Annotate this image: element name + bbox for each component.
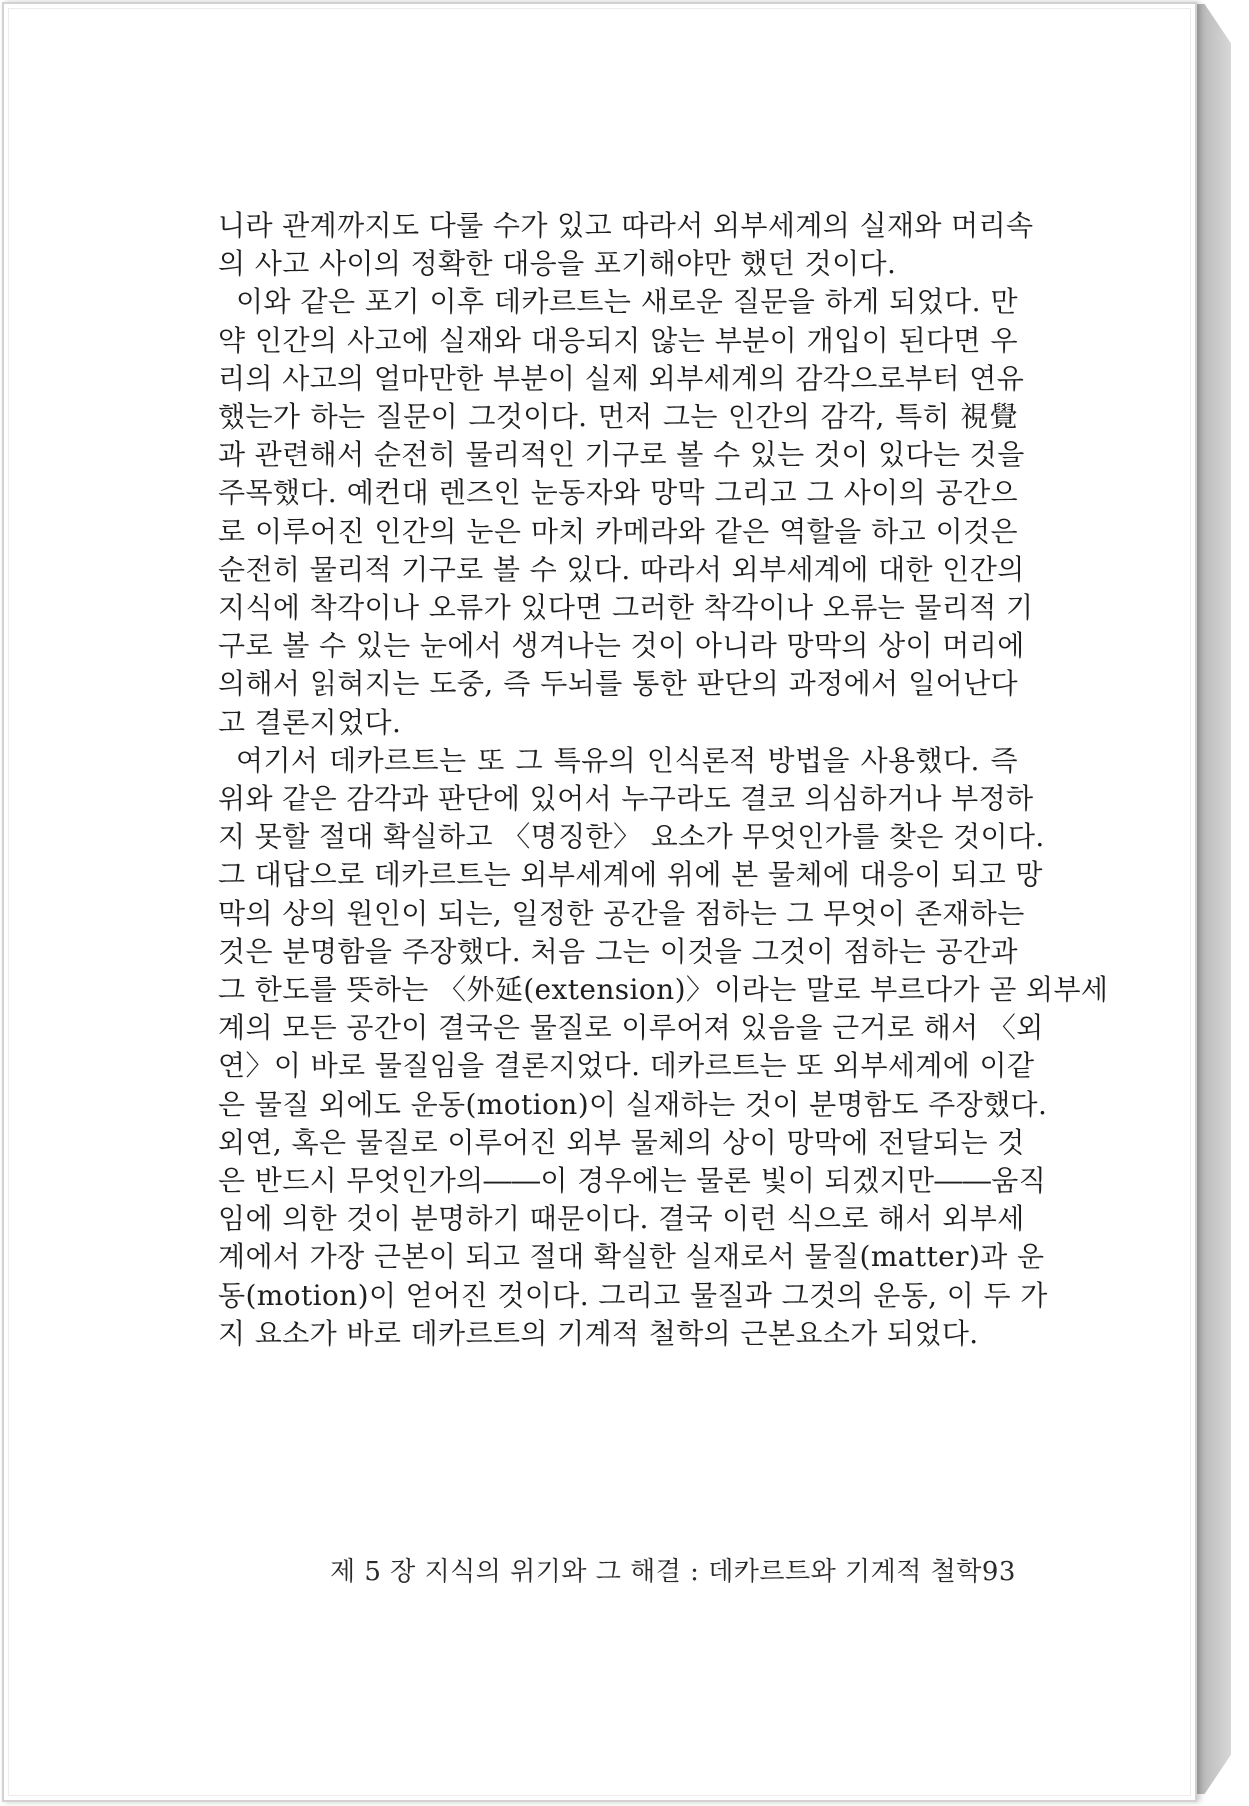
text-line: 그 한도를 뜻하는 〈外延(extension)〉이라는 말로 부르다가 곧 외부세: [218, 973, 1109, 1007]
running-head: 제 5 장 지식의 위기와 그 해결 : 데카르트와 기계적 철학: [330, 1557, 982, 1587]
text-line: 것은 분명함을 주장했다. 처음 그는 이것을 그것이 점하는 공간과: [218, 934, 1018, 968]
text-line: 연〉이 바로 물질임을 결론지었다. 데카르트는 또 외부세계에 이같: [218, 1049, 1035, 1083]
text-line: 고 결론지었다.: [218, 705, 402, 739]
text-line: 했는가 하는 질문이 그것이다. 먼저 그는 인간의 감각, 특히 視覺: [218, 400, 1018, 434]
text-line: 위와 같은 감각과 판단에 있어서 누구라도 결코 의심하거나 부정하: [218, 782, 1034, 816]
text-line: 로 이루어진 인간의 눈은 마치 카메라와 같은 역할을 하고 이것은: [218, 514, 1018, 548]
page-number: 93: [981, 1557, 1016, 1587]
text-line: 의 사고 사이의 정확한 대응을 포기해야만 했던 것이다.: [218, 247, 897, 281]
text-line: 그 대답으로 데카르트는 외부세계에 위에 본 물체에 대응이 되고 망: [218, 858, 1043, 892]
body-text: [218, 207, 1109, 1353]
text-line: 니라 관계까지도 다룰 수가 있고 따라서 외부세계의 실재와 머리속: [218, 209, 1034, 242]
text-line: 주목했다. 예컨대 렌즈인 눈동자와 망막 그리고 그 사이의 공간으: [218, 476, 1018, 510]
text-line: 계의 모든 공간이 결국은 물질로 이루어져 있음을 근거로 해서 〈외: [218, 1011, 1044, 1045]
paragraph-2: [218, 283, 1034, 741]
text-line: 이와 같은 포기 이후 데카르트는 새로운 질문을 하게 되었다. 만: [236, 285, 1018, 319]
text-line: 구로 볼 수 있는 눈에서 생겨나는 것이 아니라 망막의 상이 머리에: [218, 629, 1025, 663]
text-line: 동(motion)이 얻어진 것이다. 그리고 물질과 그것의 운동, 이 두 가: [218, 1278, 1048, 1312]
text-line: 의해서 읽혀지는 도중, 즉 두뇌를 통한 판단의 과정에서 일어난다: [218, 667, 1018, 701]
text-line: 약 인간의 사고에 실재와 대응되지 않는 부분이 개입이 된다면 우: [218, 323, 1018, 357]
page-footer: [330, 1551, 1016, 1588]
text-line: 여기서 데카르트는 또 그 특유의 인식론적 방법을 사용했다. 즉: [236, 743, 1018, 777]
text-line: 은 물질 외에도 운동(motion)이 실재하는 것이 분명함도 주장했다.: [218, 1087, 1048, 1121]
paragraph-1: [218, 207, 1034, 283]
text-line: 지식에 착각이나 오류가 있다면 그러한 착각이나 오류는 물리적 기: [218, 591, 1034, 625]
text-line: 임에 의한 것이 분명하기 때문이다. 결국 이런 식으로 해서 외부세: [218, 1202, 1025, 1236]
text-line: 계에서 가장 근본이 되고 절대 확실한 실재로서 물질(matter)과 운: [218, 1240, 1045, 1274]
text-line: 지 못할 절대 확실하고 〈명징한〉 요소가 무엇인가를 찾은 것이다.: [218, 820, 1045, 854]
text-line: 리의 사고의 얼마만한 부분이 실제 외부세계의 감각으로부터 연유: [218, 361, 1025, 395]
text-line: 은 반드시 무엇인가의――이 경우에는 물론 빛이 되겠지만――움직: [218, 1164, 1047, 1198]
text-line: 외연, 혹은 물질로 이루어진 외부 물체의 상이 망막에 전달되는 것: [218, 1125, 1025, 1159]
paragraph-3: [218, 742, 1109, 1353]
text-line: 과 관련해서 순전히 물리적인 기구로 볼 수 있는 것이 있다는 것을: [218, 438, 1025, 472]
text-line: 지 요소가 바로 데카르트의 기계적 철학의 근본요소가 되었다.: [218, 1316, 979, 1350]
text-line: 순전히 물리적 기구로 볼 수 있다. 따라서 외부세계에 대한 인간의: [218, 552, 1025, 586]
text-line: 막의 상의 원인이 되는, 일정한 공간을 점하는 그 무엇이 존재하는: [218, 896, 1025, 930]
